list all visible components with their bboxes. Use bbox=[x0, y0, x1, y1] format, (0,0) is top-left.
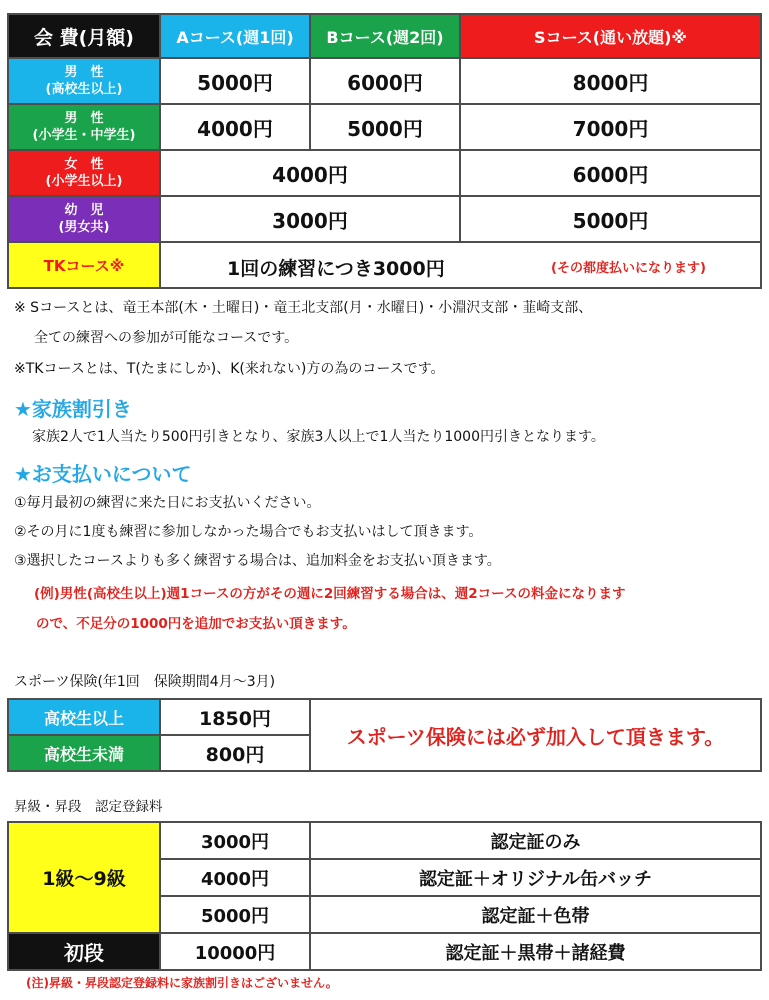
s-course-note-line1: ※ Sコースとは、竜王本部(木・土曜日)・竜王北支部(月・水曜日)・小淵沢支部・韮崎支部、 bbox=[14, 300, 593, 316]
payment-example-line2: ので、不足分の1000円を追加でお支払い頂きます。 bbox=[36, 616, 356, 632]
dan-label: 初段 bbox=[8, 933, 160, 970]
family-discount-title: ★家族割引き bbox=[14, 397, 132, 421]
insurance-label-adult: 高校生以上 bbox=[8, 699, 160, 735]
tk-price-cell bbox=[160, 242, 761, 288]
fee-row-male-adult bbox=[8, 58, 761, 104]
fee-row-tk bbox=[8, 242, 761, 288]
row-label-line1: 幼 児 bbox=[64, 203, 104, 218]
insurance-label-minor: 高校生未満 bbox=[8, 735, 160, 771]
grading-row bbox=[8, 933, 761, 970]
fee-row-male-student bbox=[8, 104, 761, 150]
course-s-header: Sコース(通い放題)※ bbox=[460, 14, 761, 58]
row-label-male-adult bbox=[8, 58, 160, 104]
payment-title: ★お支払いについて bbox=[14, 462, 192, 486]
row-label-line1: 女 性 bbox=[64, 157, 104, 172]
price-cell: 4000円 bbox=[160, 104, 310, 150]
course-a-header: Aコース(週1回) bbox=[160, 14, 310, 58]
payment-item-3: ③選択したコースよりも多く練習する場合は、追加料金をお支払い頂きます。 bbox=[14, 553, 501, 569]
row-label-line2: (高校生以上) bbox=[45, 82, 123, 97]
price-cell: 5000円 bbox=[460, 196, 761, 242]
grading-heading: 昇級・昇段 認定登録料 bbox=[14, 799, 163, 815]
payment-item-2: ②その月に1度も練習に参加しなかった場合でもお支払いはして頂きます。 bbox=[14, 524, 483, 540]
price-cell: 7000円 bbox=[460, 104, 761, 150]
family-discount-text: 家族2人で1人当たり500円引きとなり、家族3人以上で1人当たり1000円引きとなります。 bbox=[32, 429, 605, 445]
price-cell: 3000円 bbox=[160, 196, 460, 242]
row-label-male-student bbox=[8, 104, 160, 150]
row-label-line2: (小学生・中学生) bbox=[32, 128, 136, 143]
grading-row bbox=[8, 822, 761, 859]
row-label-line2: (小学生以上) bbox=[45, 174, 123, 189]
course-b-header: Bコース(週2回) bbox=[310, 14, 460, 58]
grading-price: 10000円 bbox=[160, 933, 310, 970]
row-label-female bbox=[8, 150, 160, 196]
price-cell: 6000円 bbox=[460, 150, 761, 196]
tk-price: 1回の練習につき3000円 bbox=[227, 258, 445, 280]
fee-table bbox=[7, 13, 762, 289]
kyu-label: 1級～9級 bbox=[8, 822, 160, 933]
grading-table bbox=[7, 821, 762, 971]
price-cell: 5000円 bbox=[310, 104, 460, 150]
insurance-notice: スポーツ保険には必ず加入して頂きます。 bbox=[310, 699, 761, 771]
grading-price: 3000円 bbox=[160, 822, 310, 859]
price-cell: 6000円 bbox=[310, 58, 460, 104]
insurance-price-adult: 1850円 bbox=[160, 699, 310, 735]
tk-course-note: ※TKコースとは、T(たまにしか)、K(来れない)方の為のコースです。 bbox=[14, 361, 445, 377]
fee-row-child bbox=[8, 196, 761, 242]
row-label-child bbox=[8, 196, 160, 242]
price-cell: 4000円 bbox=[160, 150, 460, 196]
fee-header-label: 会 費(月額) bbox=[8, 14, 160, 58]
grading-content: 認定証＋黒帯＋諸経費 bbox=[310, 933, 761, 970]
row-label-line2: (男女共) bbox=[58, 220, 110, 235]
insurance-table bbox=[7, 698, 762, 772]
insurance-heading: スポーツ保険(年1回 保険期間4月～3月) bbox=[14, 674, 276, 690]
s-course-note-line2: 全ての練習への参加が可能なコースです。 bbox=[34, 330, 299, 346]
insurance-row-adult bbox=[8, 699, 761, 735]
row-label-line1: 男 性 bbox=[64, 65, 104, 80]
grading-footnote: (注)昇級・昇段認定登録料に家族割引きはございません。 bbox=[26, 976, 338, 990]
grading-content: 認定証＋オリジナル缶バッチ bbox=[310, 859, 761, 896]
row-label-line1: 男 性 bbox=[64, 111, 104, 126]
grading-content: 認定証＋色帯 bbox=[310, 896, 761, 933]
price-cell: 5000円 bbox=[160, 58, 310, 104]
tk-note: (その都度払いになります) bbox=[551, 261, 706, 276]
payment-item-1: ①毎月最初の練習に来た日にお支払いください。 bbox=[14, 495, 321, 511]
grading-content: 認定証のみ bbox=[310, 822, 761, 859]
grading-price: 5000円 bbox=[160, 896, 310, 933]
grading-price: 4000円 bbox=[160, 859, 310, 896]
tk-course-label: TKコース※ bbox=[8, 242, 160, 288]
payment-example-line1: (例)男性(高校生以上)週1コースの方がその週に2回練習する場合は、週2コースの料金になります bbox=[34, 586, 626, 602]
price-cell: 8000円 bbox=[460, 58, 761, 104]
insurance-price-minor: 800円 bbox=[160, 735, 310, 771]
fee-row-female bbox=[8, 150, 761, 196]
fee-header-row bbox=[8, 14, 761, 58]
